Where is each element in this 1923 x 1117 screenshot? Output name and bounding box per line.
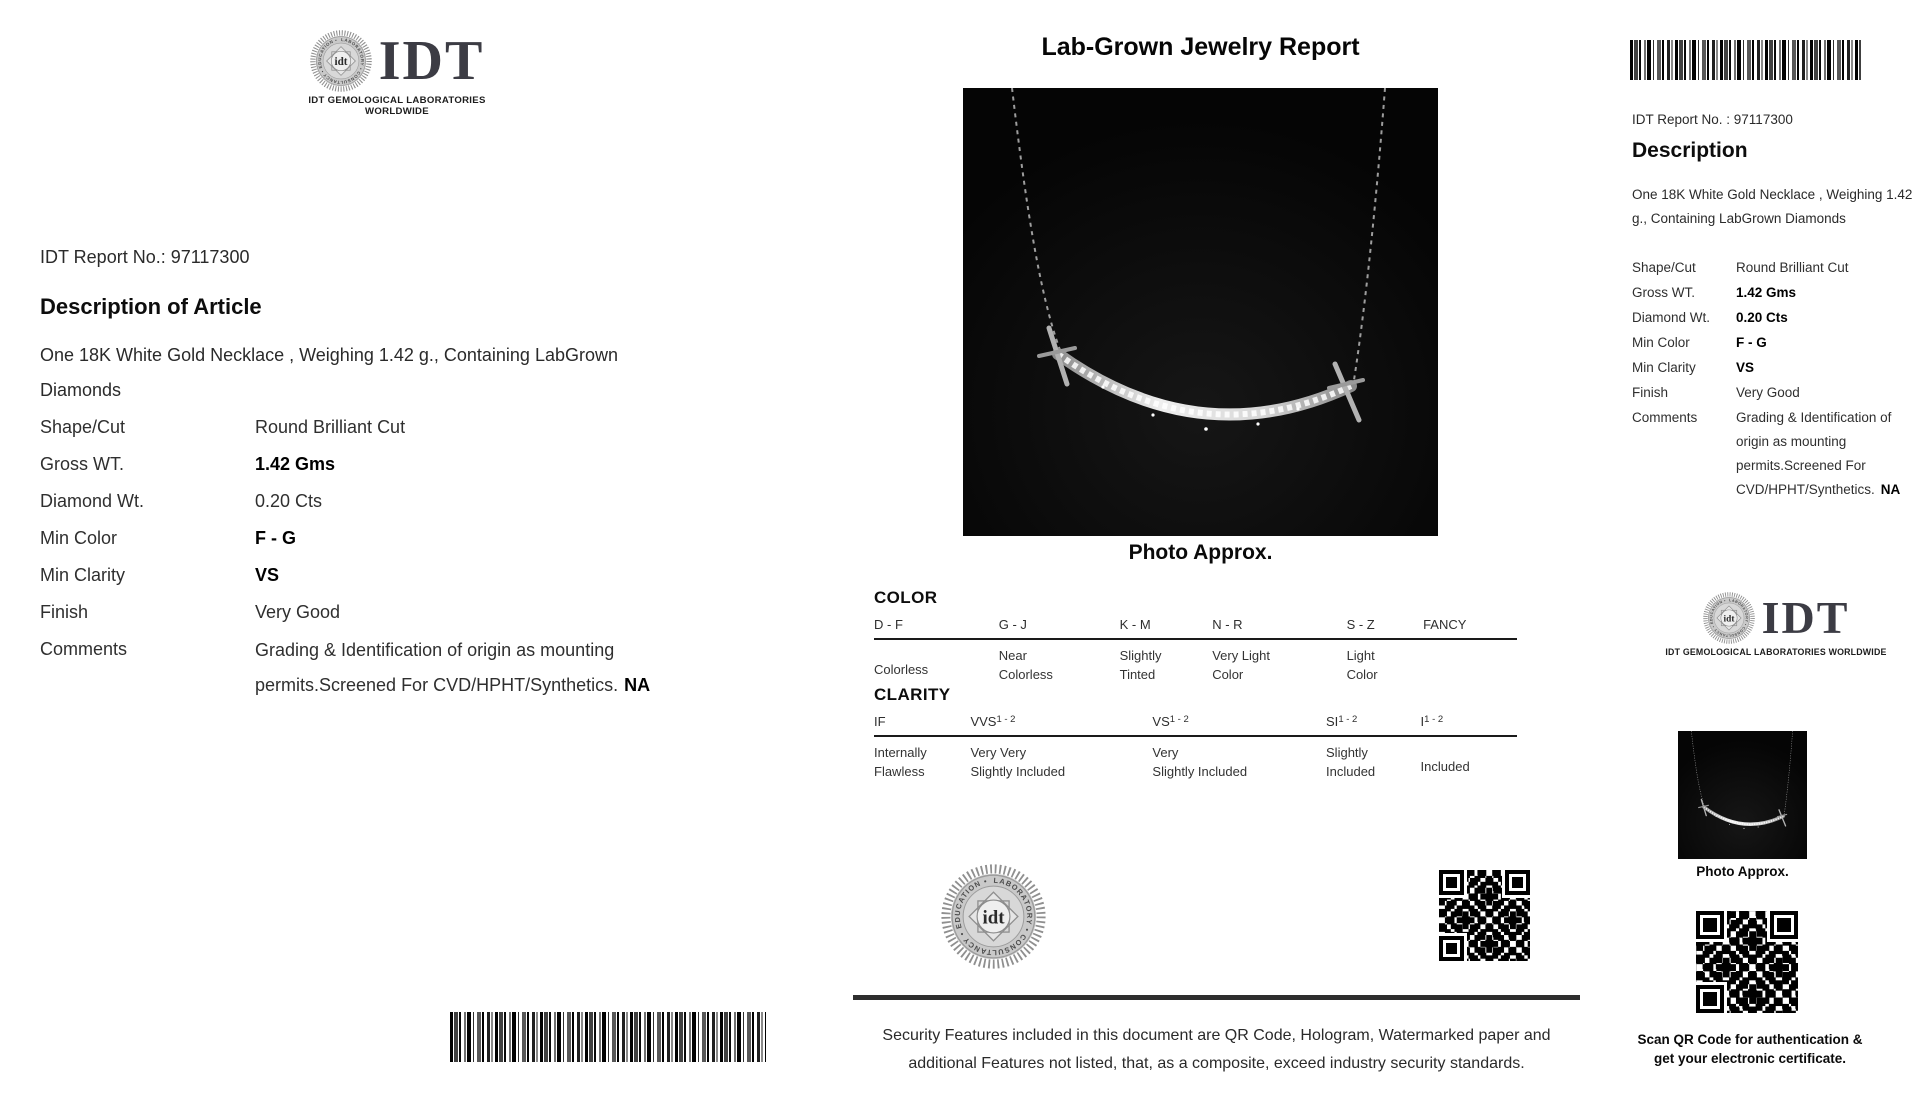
field-row-min-color	[40, 520, 665, 557]
field-value: Round Brilliant Cut	[1736, 260, 1849, 275]
color-cell: Colorless	[874, 661, 929, 677]
clarity-cell: Very Slightly Included	[1152, 745, 1248, 779]
qr-code-middle	[1433, 864, 1536, 967]
footer-divider	[853, 995, 1580, 1000]
field-label: Gross WT.	[40, 454, 124, 474]
color-col: K - M	[1119, 617, 1151, 632]
field-value: Round Brilliant Cut	[255, 417, 406, 437]
field-label: Finish	[1632, 385, 1669, 400]
field-row-shape-cut	[40, 409, 665, 446]
color-col: D - F	[874, 617, 903, 632]
brand-wordmark: IDT	[1761, 592, 1850, 643]
field-label: Shape/Cut	[40, 417, 126, 437]
hologram-seal-icon	[941, 864, 1046, 969]
field-label: Min Clarity	[40, 565, 126, 585]
qr-finder-icon	[1770, 911, 1798, 939]
qr-finder-icon	[1439, 870, 1464, 895]
qr-finder-icon	[1505, 870, 1530, 895]
field-label: Gross WT.	[1632, 285, 1695, 300]
field-row-finish	[1632, 380, 1923, 405]
clarity-scale	[874, 685, 1517, 789]
field-row-shape-cut	[1632, 255, 1923, 280]
qr-code-right	[1689, 904, 1805, 1020]
barcode-bottom-left	[450, 1012, 766, 1062]
scan-qr-note-line2: get your electronic certificate.	[1653, 1051, 1847, 1066]
comments-text: Grading & Identification of origin as mounting permits.Screened For CVD/HPHT/Synthetics.	[1736, 410, 1892, 497]
field-row-min-clarity	[40, 557, 665, 594]
comments-na-flag: NA	[624, 675, 651, 695]
field-value	[1736, 405, 1923, 502]
field-value: Very Good	[255, 602, 341, 622]
qr-finder-icon	[1696, 985, 1724, 1013]
field-value: VS	[1736, 360, 1755, 375]
idt-medallion-icon	[1703, 592, 1755, 644]
photo-caption-main: Photo Approx.	[1128, 541, 1273, 564]
brand-wordmark: IDT	[378, 30, 485, 92]
field-row-min-color	[1632, 330, 1923, 355]
clarity-cell: Slightly Included	[1326, 745, 1376, 779]
clarity-col: VVS$^{1 - 2}$	[970, 714, 1016, 729]
color-col: FANCY	[1423, 617, 1467, 632]
field-value: Very Good	[1736, 385, 1800, 400]
description-of-article-heading: Description of Article	[40, 294, 262, 319]
color-col: N - R	[1212, 617, 1243, 632]
brand-tagline: IDT GEMOLOGICAL LABORATORIES WORLDWIDE	[1665, 647, 1887, 657]
field-label: Comments	[1632, 410, 1698, 425]
field-label: Diamond Wt.	[40, 491, 145, 511]
security-note-line2: additional Features not listed, that, as a composite, exceed industry security standards.	[908, 1055, 1525, 1072]
barcode-top-right	[1630, 40, 1861, 80]
scan-qr-note	[1628, 1030, 1872, 1068]
clarity-scale-body	[874, 743, 1517, 789]
idt-medallion-icon	[310, 30, 372, 92]
idt-logo-left	[283, 30, 511, 117]
field-label: Finish	[40, 602, 89, 622]
color-cell: Slightly Tinted	[1119, 648, 1162, 682]
article-fields-right	[1632, 255, 1923, 502]
field-row-min-clarity	[1632, 355, 1923, 380]
clarity-col: IF	[874, 714, 886, 729]
qr-finder-icon	[1696, 911, 1724, 939]
color-col: S - Z	[1346, 617, 1375, 632]
clarity-cell: Internally Flawless	[874, 745, 927, 779]
color-scale	[874, 588, 1517, 692]
field-label: Shape/Cut	[1632, 260, 1696, 275]
field-value: F - G	[1736, 335, 1767, 350]
field-row-comments	[1632, 405, 1923, 502]
field-row-finish	[40, 594, 665, 631]
color-cell: Near Colorless	[998, 648, 1053, 682]
description-heading-right: Description	[1632, 139, 1748, 162]
report-number-left: IDT Report No.: 97117300	[40, 247, 250, 267]
security-note-line1: Security Features included in this document are QR Code, Hologram, Watermarked paper and	[882, 1027, 1551, 1044]
report-number-right: IDT Report No. : 97117300	[1632, 112, 1793, 127]
field-row-diamond-wt	[40, 483, 665, 520]
color-cell: Very Light Color	[1212, 648, 1271, 682]
color-col: G - J	[998, 617, 1027, 632]
idt-logo-right	[1645, 592, 1907, 657]
comments-na-flag: NA	[1880, 482, 1901, 497]
field-row-gross-wt	[1632, 280, 1923, 305]
color-scale-header	[874, 617, 1517, 640]
photo-caption-small: Photo Approx.	[1696, 864, 1789, 879]
clarity-heading: CLARITY	[874, 685, 951, 704]
color-heading: COLOR	[874, 588, 938, 607]
clarity-col: $I^{1 - 2}$	[1420, 714, 1444, 729]
article-description-right: One 18K White Gold Necklace , Weighing 1.42 g., Containing LabGrown Diamonds	[1632, 187, 1913, 226]
field-value: F - G	[255, 528, 296, 548]
field-row-gross-wt	[40, 446, 665, 483]
field-label: Diamond Wt.	[1632, 310, 1711, 325]
qr-finder-icon	[1439, 936, 1464, 961]
field-label: Min Color	[1632, 335, 1690, 350]
clarity-col: VS$^{1 - 2}$	[1152, 714, 1189, 729]
field-value	[255, 631, 665, 703]
field-value: 0.20 Cts	[255, 491, 323, 511]
field-row-diamond-wt	[1632, 305, 1923, 330]
clarity-scale-header	[874, 714, 1517, 737]
necklace-photo	[963, 88, 1438, 536]
brand-tagline: IDT GEMOLOGICAL LABORATORIES WORLDWIDE	[308, 95, 486, 117]
clarity-cell: Included	[1420, 758, 1470, 774]
field-label: Min Color	[40, 528, 118, 548]
field-label: Min Clarity	[1632, 360, 1696, 375]
comments-text: Grading & Identification of origin as mounting permits.Screened For CVD/HPHT/Synthetics.	[255, 640, 619, 695]
security-note	[853, 1022, 1580, 1078]
field-value: 1.42 Gms	[1736, 285, 1797, 300]
article-description-left: One 18K White Gold Necklace , Weighing 1.42 g., Containing LabGrown Diamonds	[40, 345, 618, 400]
field-value: 1.42 Gms	[255, 454, 336, 474]
page-title: Lab-Grown Jewelry Report	[1041, 33, 1360, 61]
clarity-cell: Very Very Slightly Included	[970, 745, 1066, 779]
field-label: Comments	[40, 639, 128, 659]
necklace-photo-small	[1678, 731, 1807, 859]
field-value: 0.20 Cts	[1736, 310, 1788, 325]
scan-qr-note-line1: Scan QR Code for authentication &	[1637, 1032, 1863, 1047]
color-cell: Light Color	[1346, 648, 1378, 682]
field-row-comments	[40, 631, 665, 703]
field-value: VS	[255, 565, 280, 585]
article-fields-left	[40, 409, 665, 703]
clarity-col: SI$^{1 - 2}$	[1326, 714, 1358, 729]
